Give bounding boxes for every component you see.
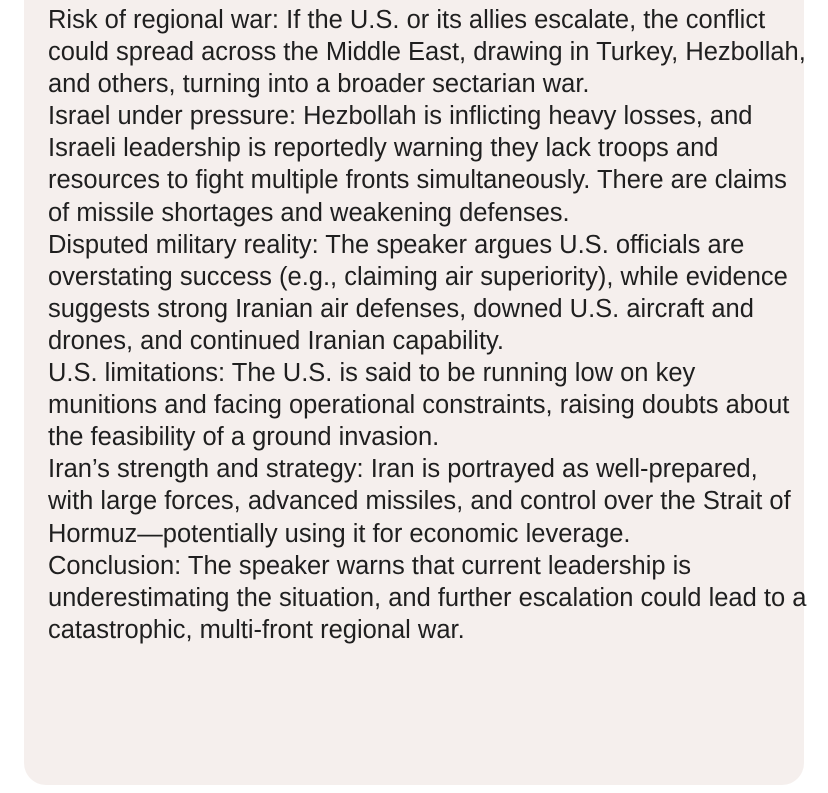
list-item — [48, 229, 808, 357]
item-heading: Israel under pressure: — [48, 102, 297, 131]
item-text: The speaker warns that current leadership is underestimating the situation, and further escalation could lead to a catastrophic, multi-front regional war. — [48, 551, 807, 644]
item-heading: Iran’s strength and strategy: — [48, 455, 364, 484]
list-item — [48, 100, 808, 228]
item-heading: Conclusion: — [48, 551, 182, 580]
list-item — [48, 453, 808, 549]
summary-list — [48, 4, 808, 646]
list-item — [48, 357, 808, 453]
item-heading: U.S. limitations: — [48, 359, 226, 388]
item-text: Iran is portrayed as well-prepared, with large forces, advanced missiles, and control over the Strait of Hormuz—potentially using it for economic leverage. — [48, 455, 791, 548]
item-heading: Disputed military reality: — [48, 230, 319, 259]
list-item — [48, 550, 808, 646]
item-text: Hezbollah is inflicting heavy losses, and Israeli leadership is reportedly warning they lack troops and resources to fight multiple fronts simultaneously. There are claims of missile shortages and weakening defenses. — [48, 102, 787, 227]
item-heading: Risk of regional war: — [48, 6, 280, 34]
item-text: If the U.S. or its allies escalate, the conflict could spread across the Middle East, drawing in Turkey, Hezbollah, and others, turning into a broader sectarian war. — [48, 6, 806, 99]
item-text: The speaker argues U.S. officials are overstating success (e.g., claiming air superiority), while evidence suggests strong Iranian air defenses, downed U.S. aircraft and drones, and continued Iranian capability. — [48, 230, 788, 355]
item-text: The U.S. is said to be running low on key munitions and facing operational constraints, raising doubts about the feasibility of a ground invasion. — [48, 359, 790, 452]
list-item — [48, 4, 808, 100]
